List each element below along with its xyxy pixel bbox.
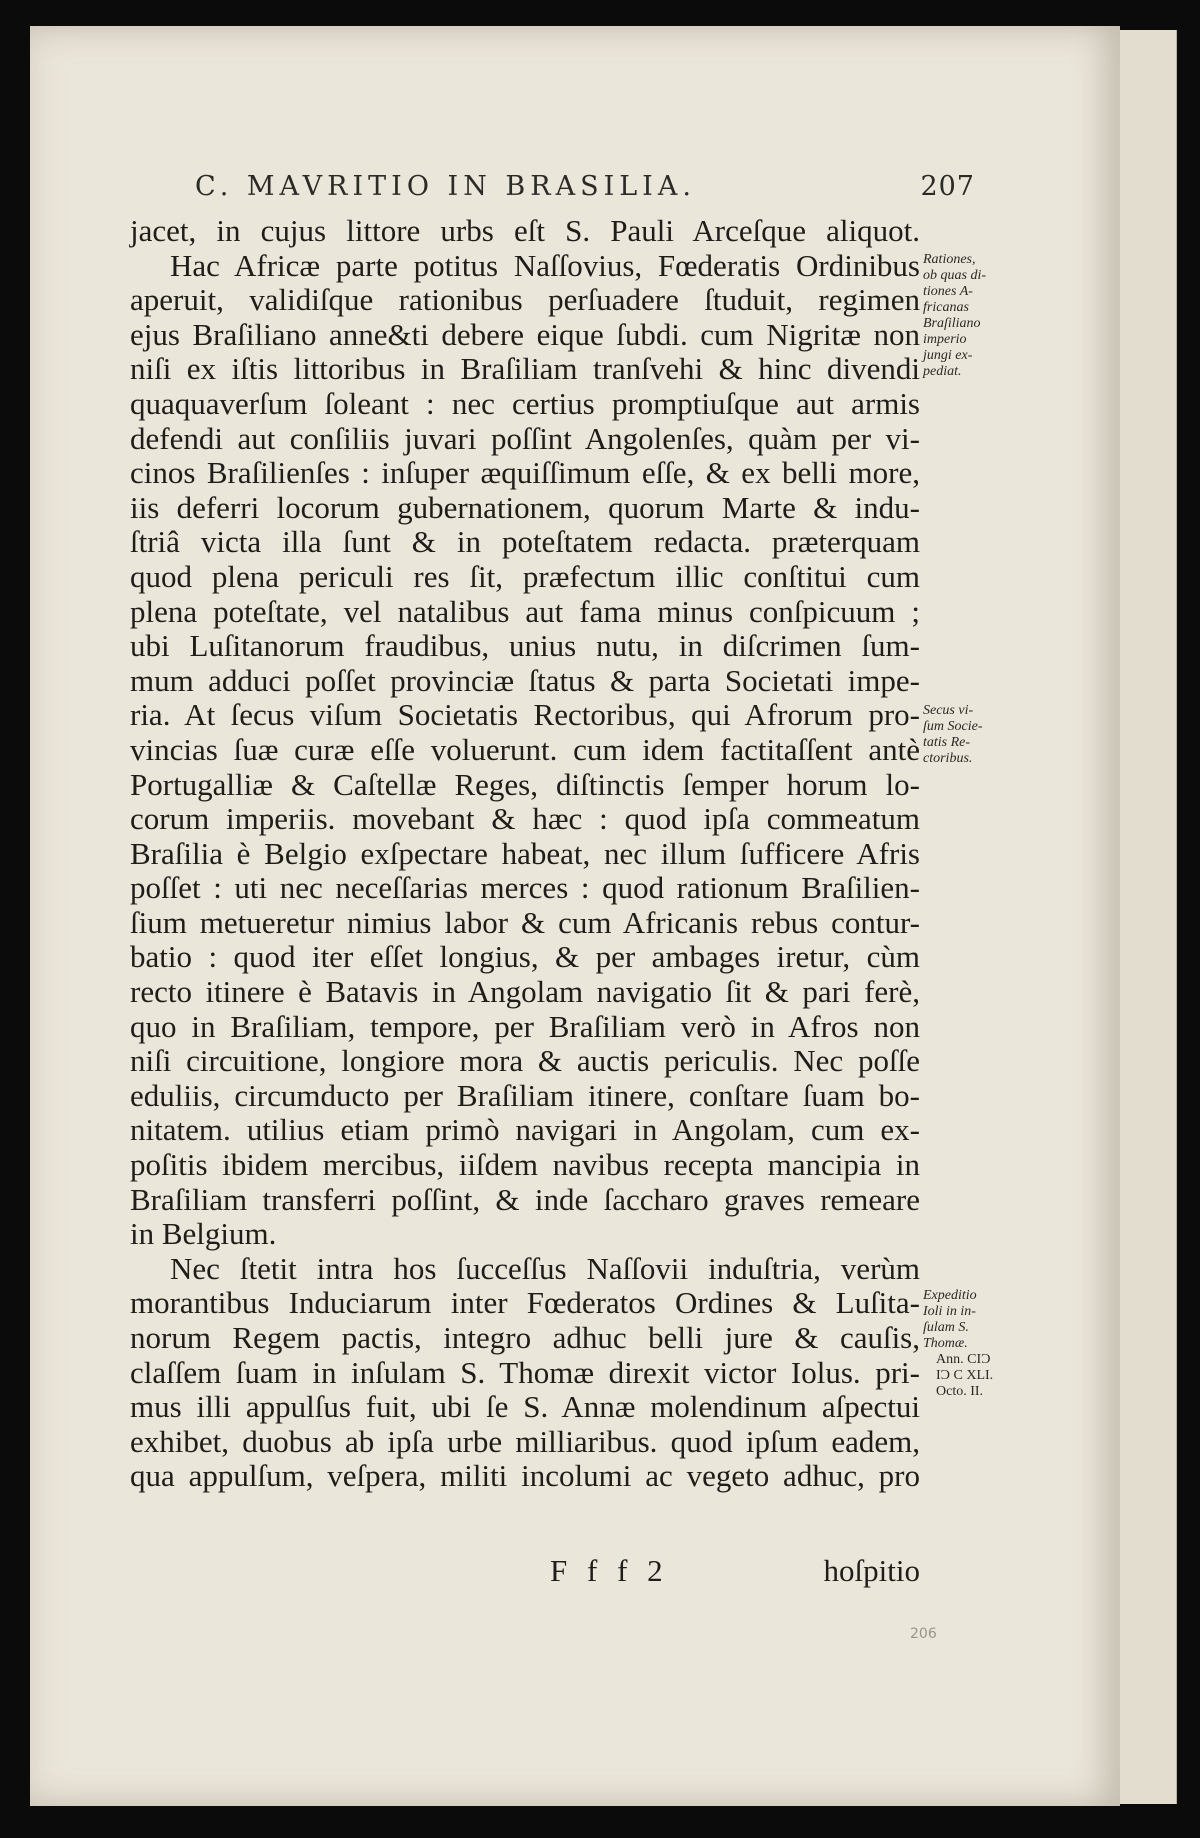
text-line: nitatem. utilius etiam primò navigari in Angolam, cum ex- — [130, 1112, 920, 1148]
text-line: quaquaverſum ſoleant : nec certius promptiuſque aut armis — [130, 385, 920, 421]
text-line: quo in Braſiliam, tempore, per Braſiliam verò in Afros non — [130, 1008, 920, 1044]
margin-line: ſum Socie- — [923, 719, 983, 734]
margin-line: jungi ex- — [923, 348, 973, 363]
margin-line: ctoribus. — [923, 751, 973, 766]
marginal-note-expeditio — [923, 1288, 1023, 1352]
text-line: corum imperiis. movebant & hæc : quod ipſa commeatum — [130, 801, 920, 837]
margin-line: pediat. — [923, 364, 962, 379]
text-line: defendi aut conſiliis juvari poſſint Angolenſes, quàm per vi- — [130, 420, 920, 456]
text-line: recto itinere è Batavis in Angolam navigatio ſit & pari ferè, — [130, 974, 920, 1010]
text-line: aperuit, validiſque rationibus perſuadere ſtuduit, regimen — [130, 282, 920, 318]
text-line: eduliis, circumducto per Braſiliam itinere, conſtare ſuam bo- — [130, 1077, 920, 1113]
margin-line: Braſiliano — [923, 316, 981, 331]
margin-line: fricanas — [923, 300, 969, 315]
marginal-note-date — [936, 1352, 1036, 1400]
signature-mark: F f f 2 — [550, 1553, 669, 1588]
margin-line: imperio — [923, 332, 967, 347]
text-line: Hac Africæ parte potitus Naſſovius, Fœderatis Ordinibus — [170, 247, 920, 283]
text-line: Nec ſtetit intra hos ſucceſſus Naſſovii induſtria, verùm — [170, 1250, 920, 1286]
main-text-block — [130, 214, 920, 1494]
pencil-annotation: 206 — [910, 1626, 937, 1642]
margin-line: Expeditio — [923, 1288, 977, 1303]
text-line: cinos Braſilienſes : inſuper æquiſſimum eſſe, & ex belli more, — [130, 455, 920, 491]
text-line: ſtriâ victa illa ſunt & in poteſtatem redacta. præterquam — [130, 524, 920, 560]
margin-line: ob quas di- — [923, 268, 986, 283]
text-line: qua appulſum, veſpera, militi incolumi ac vegeto adhuc, pro — [130, 1458, 920, 1494]
text-line: poſitis ibidem mercibus, iiſdem navibus recepta mancipia in — [130, 1147, 920, 1183]
margin-line: Rationes, — [923, 252, 976, 267]
text-line: vincias ſuæ curæ eſſe voluerunt. cum idem factitaſſent antè — [130, 731, 920, 767]
text-line: ſium metueretur nimius labor & cum Africanis rebus contur- — [130, 904, 920, 940]
text-line: poſſet : uti nec neceſſarias merces : quod rationum Braſilien- — [130, 870, 920, 906]
margin-line: Thomæ. — [923, 1336, 968, 1351]
text-line: Portugalliæ & Caſtellæ Reges, diſtinctis ſemper horum lo- — [130, 766, 920, 802]
text-line: plena poteſtate, vel natalibus aut fama minus conſpicuum ; — [130, 593, 920, 629]
marginal-note-secus — [923, 703, 1023, 767]
text-line: quod plena periculi res ſit, præfectum illic conſtitui cum — [130, 558, 920, 594]
running-title: C. MAVRITIO IN BRASILIA. — [195, 171, 696, 202]
text-line: morantibus Induciarum inter Fœderatos Ordines & Luſita- — [130, 1285, 920, 1321]
text-line: niſi circuitione, longiore mora & auctis periculis. Nec poſſe — [130, 1043, 920, 1079]
text-line: mum adduci poſſet provinciæ ſtatus & parta Societati impe- — [130, 662, 920, 698]
text-line: Braſiliam transferri poſſint, & inde ſaccharo graves remeare — [130, 1181, 920, 1217]
text-line: ubi Luſitanorum fraudibus, unius nutu, in diſcrimen ſum- — [130, 628, 920, 664]
catchword: hoſpitio — [823, 1553, 920, 1588]
text-line: batio : quod iter eſſet longius, & per ambages iretur, cùm — [130, 939, 920, 975]
text-line: ejus Braſiliano anne&ti debere eique ſubdi. cum Nigritæ non — [130, 316, 920, 352]
text-line: jacet, in cujus littore urbs eſt S. Pauli Arceſque aliquot. — [130, 213, 920, 248]
text-line: claſſem ſuam in inſulam S. Thomæ direxit victor Iolus. pri- — [130, 1354, 920, 1390]
book-page — [30, 26, 1120, 1806]
margin-line: IƆ C XLI. — [936, 1368, 994, 1383]
text-line: exhibet, duobus ab ipſa urbe milliaribus. quod ipſum eadem, — [130, 1423, 920, 1459]
text-line: mus illi appulſus fuit, ubi ſe S. Annæ molendinum aſpectui — [130, 1389, 920, 1425]
text-line: ria. At ſecus viſum Societatis Rectoribus, qui Afrorum pro- — [130, 697, 920, 733]
margin-line: Ann. CIƆ — [936, 1352, 991, 1367]
text-line: Braſilia è Belgio exſpectare habeat, nec illum ſufficere Afris — [130, 835, 920, 871]
margin-line: tiones A- — [923, 284, 973, 299]
text-line: in Belgium. — [130, 1216, 277, 1252]
page-edge — [1120, 30, 1177, 1804]
margin-line: Octo. II. — [936, 1384, 984, 1399]
text-line: norum Regem pactis, integro adhuc belli jure & cauſis, — [130, 1320, 920, 1355]
margin-line: Secus vi- — [923, 703, 974, 718]
text-line: iis deferri locorum gubernationem, quorum Marte & indu- — [130, 489, 920, 525]
running-header — [195, 171, 975, 202]
marginal-note-rationes — [923, 252, 1023, 380]
text-line: niſi ex iſtis littoribus in Braſiliam tranſvehi & hinc divendi — [130, 351, 920, 387]
margin-line: tatis Re- — [923, 735, 971, 750]
folio-number: 207 — [920, 171, 975, 202]
margin-line: ſulam S. — [923, 1320, 969, 1335]
margin-line: Ioli in in- — [923, 1304, 976, 1319]
